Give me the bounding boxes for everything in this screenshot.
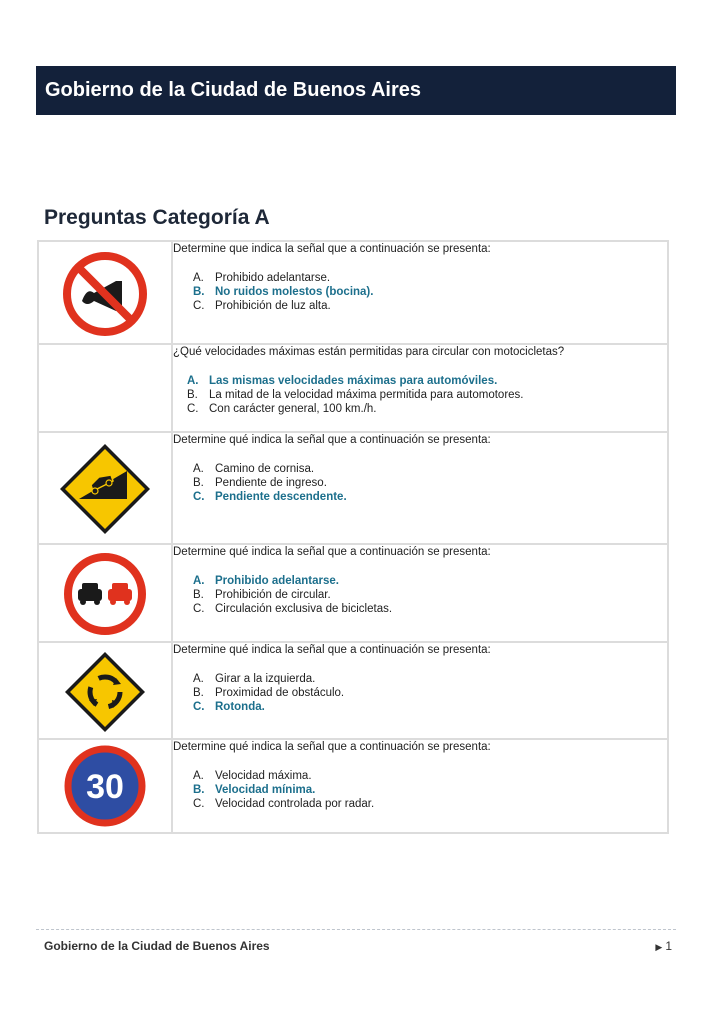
question-text: Determine que indica la señal que a continuación se presenta: (173, 243, 491, 255)
option-b-correct: B. No ruidos molestos (bocina). (193, 286, 374, 298)
option-b: B. Prohibición de circular. (193, 589, 331, 601)
question-row (38, 344, 668, 432)
option-b: B. Pendiente de ingreso. (193, 477, 327, 489)
play-triangle-icon: ▶ (655, 942, 663, 952)
option-a: A. Prohibido adelantarse. (193, 272, 331, 284)
header-title: Gobierno de la Ciudad de Buenos Aires (45, 79, 421, 101)
question-cell (172, 642, 668, 739)
sign-cell (38, 544, 172, 642)
option-c: C. Circulación exclusiva de bicicletas. (193, 603, 393, 615)
page-number-value: 1 (665, 939, 672, 953)
footer-title: Gobierno de la Ciudad de Buenos Aires (44, 939, 270, 953)
footer-divider (36, 929, 676, 930)
page-number (655, 939, 672, 953)
roundabout-sign-icon (63, 650, 147, 734)
question-row (38, 642, 668, 739)
sign-cell (38, 739, 172, 833)
question-cell (172, 241, 668, 344)
option-a-correct: A. Las mismas velocidades máximas para automóviles. (187, 375, 498, 387)
sign-number: 30 (86, 768, 124, 806)
sign-cell (38, 241, 172, 344)
page-title: Preguntas Categoría A (44, 206, 270, 229)
question-text: ¿Qué velocidades máximas están permitidas para circular con motocicletas? (173, 346, 565, 358)
option-b-correct: B. Velocidad mínima. (193, 784, 316, 796)
option-a: A. Girar a la izquierda. (193, 673, 316, 685)
question-text: Determine qué indica la señal que a continuación se presenta: (173, 644, 491, 656)
option-c: C. Con carácter general, 100 km./h. (187, 403, 377, 415)
no-overtaking-sign-icon (62, 551, 148, 637)
question-text: Determine qué indica la señal que a continuación se presenta: (173, 546, 491, 558)
option-c: C. Prohibición de luz alta. (193, 300, 331, 312)
sign-cell (38, 642, 172, 739)
option-a-correct: A. Prohibido adelantarse. (193, 575, 339, 587)
questions-table (37, 240, 669, 834)
question-cell (172, 544, 668, 642)
document-header (36, 66, 676, 115)
minimum-speed-sign-icon (64, 745, 146, 827)
option-c-correct: C. Rotonda. (193, 701, 265, 713)
question-row (38, 739, 668, 833)
no-horn-sign-icon (60, 249, 150, 339)
question-cell (172, 344, 668, 432)
question-row (38, 544, 668, 642)
option-b: B. La mitad de la velocidad máxima permitida para automotores. (187, 389, 524, 401)
steep-descent-sign-icon (57, 441, 153, 537)
option-c: C. Velocidad controlada por radar. (193, 798, 375, 810)
question-cell (172, 739, 668, 833)
question-text: Determine qué indica la señal que a continuación se presenta: (173, 741, 491, 753)
option-a: A. Camino de cornisa. (193, 463, 315, 475)
question-cell (172, 432, 668, 544)
option-c-correct: C. Pendiente descendente. (193, 491, 347, 503)
question-row (38, 432, 668, 544)
sign-cell (38, 432, 172, 544)
sign-cell-empty (38, 344, 172, 432)
question-text: Determine qué indica la señal que a continuación se presenta: (173, 434, 491, 446)
question-row (38, 241, 668, 344)
option-a: A. Velocidad máxima. (193, 770, 312, 782)
option-b: B. Proximidad de obstáculo. (193, 687, 345, 699)
